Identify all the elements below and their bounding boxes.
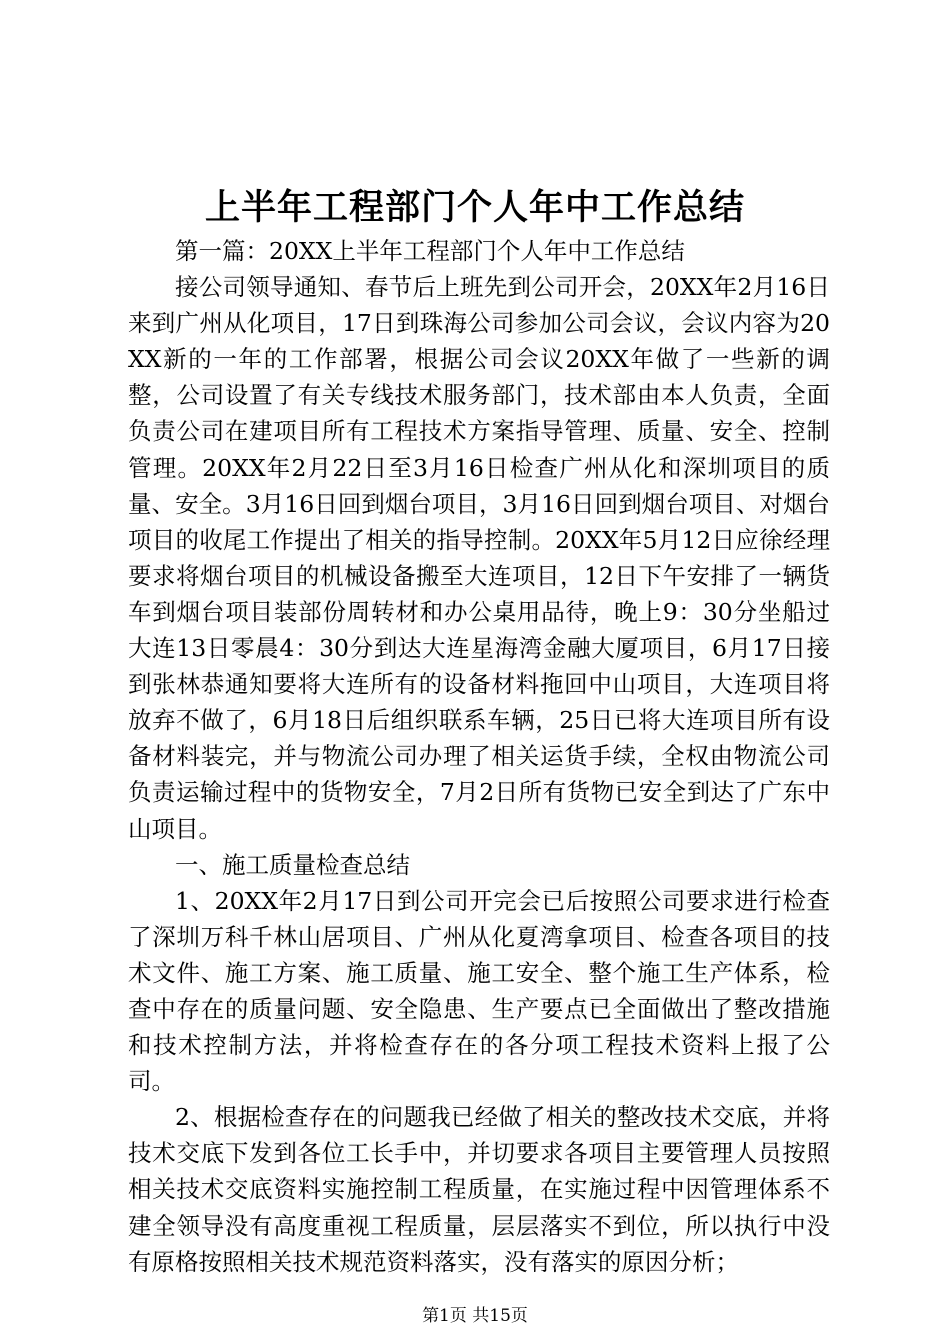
body-paragraph: 1、20XX年2月17日到公司开完会已后按照公司要求进行检查了深圳万科千林山居项目、广州从化夏湾拿项目、检查各项目的技术文件、施工方案、施工质量、施工安全、整个施工生产体系，检查中存在的质量问题、安全隐患、生产要点已全面做出了整改措施和技术控制方法，并将检查存在的各分项工程技术资料上报了公司。 [128, 886, 830, 1096]
section-heading: 第一篇：20XX上半年工程部门个人年中工作总结 [175, 237, 685, 265]
document-title: 上半年工程部门个人年中工作总结 [204, 187, 745, 228]
body-paragraph: 2、根据检查存在的问题我已经做了相关的整改技术交底，并将技术交底下发到各位工长手中，并切要求各项目主要管理人员按照相关技术交底资料实施控制工程质量，在实施过程中因管理体系不建全领导没有高度重视工程质量，层层落实不到位，所以执行中没有原格按照相关技术规范资料落实，没有落实的原因分析； [128, 1103, 830, 1276]
document-body [128, 233, 830, 1280]
page-number-footer: 第1页 共15页 [422, 1306, 528, 1326]
body-paragraph: 接公司领导通知、春节后上班先到公司开会，20XX年2月16日来到广州从化项目，17日到珠海公司参加公司会议，会议内容为20XX新的一年的工作部署，根据公司会议20XX年做了一些新的调整，公司设置了有关专线技术服务部门，技术部由本人负责，全面负责公司在建项目所有工程技术方案指导管理、质量、安全、控制管理。20XX年2月22日至3月16日检查广州从化和深圳项目的质量、安全。3月16日回到烟台项目，3月16日回到烟台项目、对烟台项目的收尾工作提出了相关的指导控制。20XX年5月12日应徐经理要求将烟台项目的机械设备搬至大连项目，12日下午安排了一辆货车到烟台项目装部份周转材和办公桌用品待，晚上9：30分坐船过大连13日零晨4：30分到达大连星海湾金融大厦项目，6月17日接到张林恭通知要将大连所有的设备材料拖回中山项目，大连项目将放弃不做了，6月18日后组织联系车辆，25日已将大连项目所有设备材料装完，并与物流公司办理了相关运货手续，全权由物流公司负责运输过程中的货物安全，7月2日所有货物已安全到达了广东中山项目。 [128, 273, 830, 843]
section-heading: 一、施工质量检查总结 [175, 850, 410, 879]
